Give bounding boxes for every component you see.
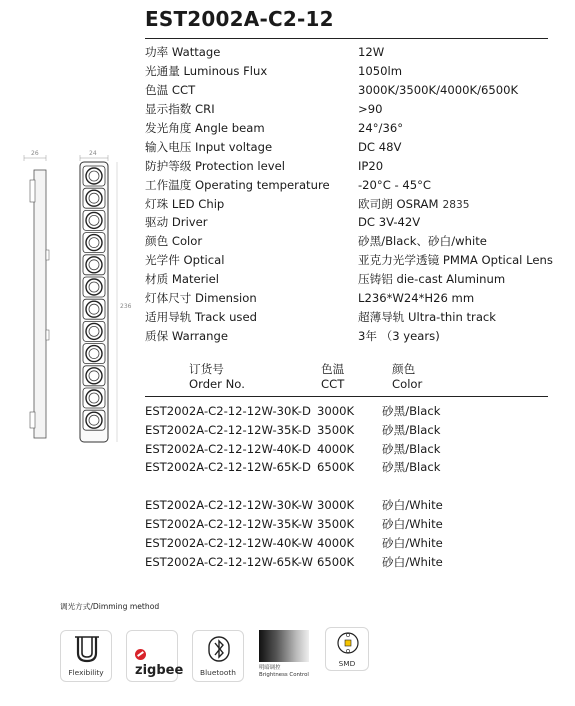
spec-row (145, 270, 555, 289)
smd-chip-icon (326, 628, 370, 658)
lens-module (83, 277, 105, 297)
order-cct: 4000K (317, 535, 355, 550)
spec-row (145, 232, 555, 251)
spec-value-text: IP20 (358, 158, 384, 173)
order-color: 砂黑/Black (382, 422, 441, 437)
spec-row (145, 327, 555, 346)
spec-value (358, 157, 383, 176)
spec-value (358, 100, 382, 119)
product-title: EST2002A-C2-12 (145, 7, 334, 31)
smd-card (325, 627, 369, 671)
lens-module (83, 388, 105, 408)
order-number: EST2002A-C2-12-12W-35K-W (145, 516, 313, 531)
order-color: 砂白/White (382, 535, 443, 550)
spec-label: 颜色 Color (145, 234, 203, 249)
order-header-rule (145, 396, 548, 397)
spec-label: 显示指数 CRI (145, 101, 215, 116)
spec-value-text: >90 (358, 101, 383, 116)
zigbee-icon (135, 649, 146, 660)
spec-value-text: L236*W24*H26 mm (358, 291, 475, 306)
title-rule (145, 38, 548, 39)
spec-value-text: DC 3V-42V (358, 215, 421, 230)
spec-value-text: 12W (358, 45, 385, 59)
spec-label: 工作温度 Operating temperature (145, 177, 330, 192)
order-row (145, 534, 555, 553)
spec-row (145, 43, 555, 62)
order-row (145, 553, 555, 572)
order-number: EST2002A-C2-12-12W-65K-D (145, 460, 311, 475)
spec-value (358, 62, 402, 81)
spec-label: 灯珠 LED Chip (145, 196, 225, 211)
lens-module (83, 255, 105, 275)
spec-row (145, 195, 555, 214)
spec-value (358, 308, 496, 327)
order-cct: 3500K (317, 422, 355, 437)
spec-label: 灯体尺寸 Dimension (145, 291, 257, 306)
dimming-method-title: 调光方式/Dimming method (60, 602, 160, 611)
spec-value-text: 1050lm (358, 63, 403, 78)
zigbee-card (126, 630, 184, 682)
order-row (145, 515, 555, 534)
spec-value-text: 3000K/3500K/4000K/6500K (358, 82, 519, 97)
body-width-label: 24 (89, 150, 97, 157)
order-table (145, 402, 555, 571)
brightness-label-en: Brightness Control (259, 672, 309, 678)
spec-value (358, 232, 487, 251)
spec-value-text: 欧司朗 OSRAM (358, 196, 439, 211)
spec-value (358, 176, 431, 195)
lens-module (83, 321, 105, 341)
order-row (145, 458, 555, 477)
order-color: 砂白/White (382, 554, 443, 569)
color-header-cn: 颜色 (392, 362, 416, 376)
spec-value (358, 251, 553, 270)
spec-label: 色温 CCT (145, 82, 196, 97)
order-cct: 6500K (317, 460, 355, 475)
spec-value-text: -20°C - 45°C (358, 177, 432, 192)
cct-header-cn: 色温 (321, 362, 345, 376)
spec-row (145, 100, 555, 119)
brightness-gradient-icon (259, 630, 309, 662)
lens-module (83, 166, 105, 186)
spec-value (358, 119, 403, 138)
order-cct: 4000K (317, 441, 355, 456)
spec-row (145, 213, 555, 232)
spec-value (358, 81, 518, 100)
spec-label: 输入电压 Input voltage (145, 139, 273, 154)
brightness-label-cn: 明暗调控 (259, 665, 281, 671)
bluetooth-label: Bluetooth (200, 668, 236, 677)
order-color: 砂黑/Black (382, 441, 441, 456)
order-no-header-en: Order No. (189, 376, 245, 391)
zigbee-label: zigbee (135, 663, 184, 678)
order-number: EST2002A-C2-12-12W-30K-D (145, 404, 311, 418)
lens-module (83, 299, 105, 319)
spec-row (145, 308, 555, 327)
spec-label: 材质 Materiel (145, 272, 220, 287)
order-number: EST2002A-C2-12-12W-65K-W (145, 554, 313, 569)
spec-label: 光通量 Luminous Flux (145, 63, 268, 78)
track-flex-icon (61, 631, 113, 665)
spec-label: 质保 Warrange (145, 329, 228, 344)
spec-label: 发光角度 Angle beam (145, 120, 265, 135)
bluetooth-icon (193, 631, 245, 665)
order-row (145, 402, 555, 421)
color-header (392, 362, 422, 391)
smd-label: SMD (338, 659, 356, 668)
front-view (80, 150, 132, 442)
flexibility-label: Flexibility (68, 668, 104, 677)
spec-row (145, 119, 555, 138)
spec-value-text: 24°/36° (358, 120, 404, 135)
spec-value (358, 213, 420, 232)
spec-value (358, 138, 401, 157)
spec-label: 功率 Wattage (145, 45, 221, 59)
order-number: EST2002A-C2-12-12W-35K-D (145, 422, 311, 437)
order-color: 砂白/White (382, 498, 443, 513)
spec-table (145, 43, 555, 346)
zigbee-logo (135, 648, 183, 678)
spec-value (358, 43, 384, 62)
spec-row (145, 81, 555, 100)
dimension-drawing (22, 150, 137, 450)
side-view (24, 150, 49, 438)
spec-row (145, 157, 555, 176)
brightness-label (259, 665, 309, 679)
spec-label: 光学件 Optical (145, 253, 225, 268)
spec-value (358, 195, 469, 215)
order-cct: 3000K (317, 404, 355, 418)
spec-value (358, 289, 474, 308)
spec-value (358, 327, 440, 346)
lens-module (83, 410, 105, 430)
order-color: 砂白/White (382, 516, 443, 531)
spec-value-text: 砂黑/Black、砂白/white (358, 234, 487, 249)
order-color: 砂黑/Black (382, 460, 441, 475)
flexibility-card (60, 630, 112, 682)
spec-label: 驱动 Driver (145, 215, 208, 230)
spec-value-text: 3年 （3 years) (358, 329, 440, 344)
spec-row (145, 138, 555, 157)
lens-module (83, 366, 105, 386)
led-chip-model: 2835 (442, 198, 470, 211)
spec-value-text: 超薄导轨 Ultra-thin track (358, 310, 497, 325)
spec-label: 防护等级 Protection level (145, 158, 285, 173)
cct-header (321, 362, 344, 391)
group-spacer (145, 477, 555, 496)
spec-row (145, 251, 555, 270)
order-no-header (189, 362, 245, 391)
spec-label: 适用导轨 Track used (145, 310, 257, 325)
order-number: EST2002A-C2-12-12W-40K-W (145, 535, 313, 550)
length-label: 236 (120, 303, 132, 310)
order-row (145, 421, 555, 440)
bluetooth-card (192, 630, 244, 682)
order-row (145, 440, 555, 459)
order-no-header-cn: 订货号 (189, 362, 224, 376)
order-color: 砂黑/Black (382, 404, 441, 418)
color-header-en: Color (392, 376, 423, 391)
order-number: EST2002A-C2-12-12W-40K-D (145, 441, 311, 456)
spec-value (358, 270, 505, 289)
cct-header-en: CCT (321, 376, 345, 391)
spec-value-text: 亚克力光学透镜 PMMA Optical Lens (358, 253, 553, 268)
lens-module (83, 210, 105, 230)
order-cct: 6500K (317, 554, 355, 569)
order-cct: 3000K (317, 498, 355, 513)
spec-row (145, 176, 555, 195)
spec-value-text: DC 48V (358, 139, 402, 154)
order-row (145, 496, 555, 515)
side-width-label: 26 (31, 150, 39, 157)
order-cct: 3500K (317, 516, 355, 531)
order-number: EST2002A-C2-12-12W-30K-W (145, 498, 313, 513)
lens-module (83, 344, 105, 364)
order-table-header (145, 362, 548, 394)
spec-row (145, 289, 555, 308)
spec-row (145, 62, 555, 81)
lens-module (83, 233, 105, 253)
lens-module (83, 188, 105, 208)
spec-value-text: 压铸铝 die-cast Aluminum (358, 272, 506, 287)
